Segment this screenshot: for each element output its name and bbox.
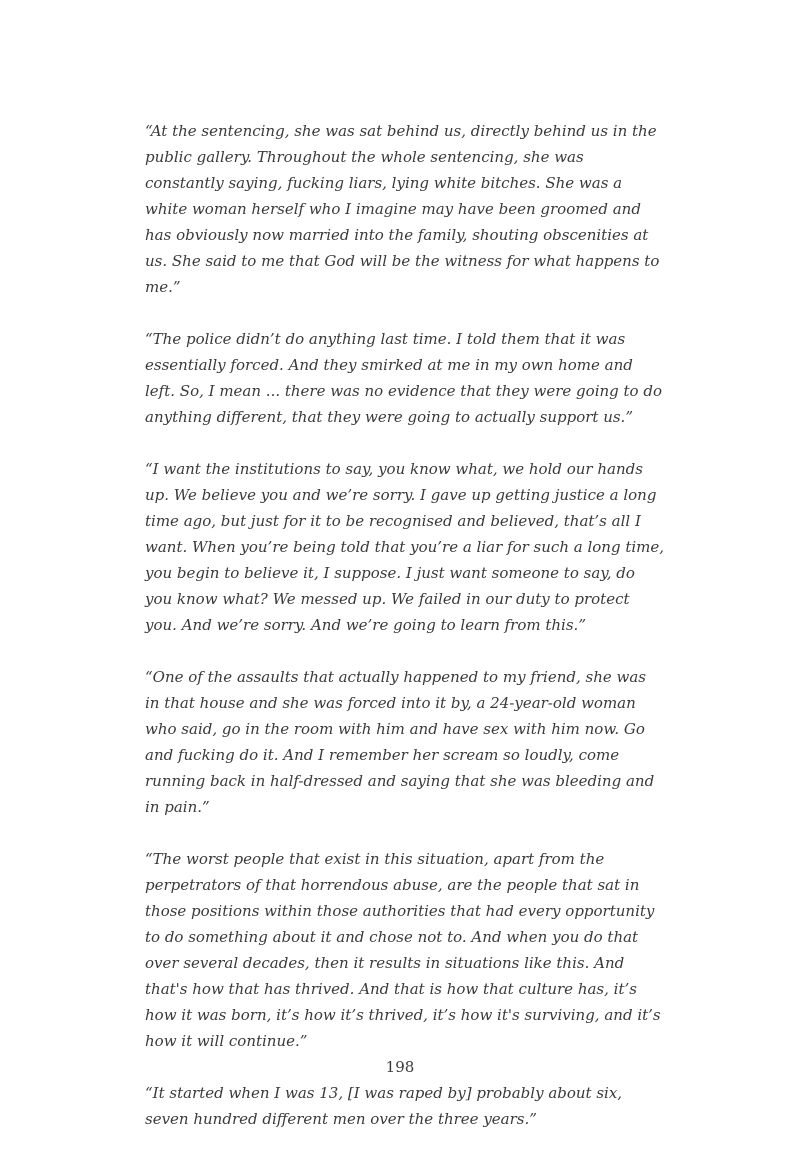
quote-paragraph-5: “The worst people that exist in this situation, apart from the perpetrators of that horrendous abuse, are the people that sat in those positions within those authorities that had every opportunity to do something about it and chose not to. And when you do that over several decades, then it results in situations like this. And that's how that has thrived. And that is how that culture has, it’s how it was born, it’s how it’s thrived, it’s how it's surviving, and it’s how it will continue.” <box>145 850 661 1050</box>
quote-paragraph-4: “One of the assaults that actually happened to my friend, she was in that house and she was forced into it by, a 24-year-old woman who said, go in the room with him and have sex with him now. Go and fucking do it. And I remember her scream so loudly, come running back in half-dressed and saying that she was bleeding and in pain.” <box>145 668 655 816</box>
quote-paragraph-1: “At the sentencing, she was sat behind us, directly behind us in the public gallery. Throughout the whole sentencing, she was constantly saying, fucking liars, lying white bitches. She was a white woman herself who I imagine may have been groomed and has obviously now married into the family, shouting obscenities at us. She said to me that God will be the witness for what happens to me.” <box>145 122 660 296</box>
quote-paragraph-6: “It started when I was 13, [I was raped by] probably about six, seven hundred different men over the three years.” <box>145 1084 623 1128</box>
quote-paragraph-3: “I want the institutions to say, you know what, we hold our hands up. We believe you and we’re sorry. I gave up getting justice a long time ago, but just for it to be recognised and believed, that’s all I want. When you’re being told that you’re a liar for such a long time, you begin to believe it, I suppose. I just want someone to say, do you know what? We messed up. We failed in our duty to protect you. And we’re sorry. And we’re going to learn from this.” <box>145 460 665 634</box>
quotes-section <box>145 118 665 1158</box>
quote-paragraph-2: “The police didn’t do anything last time. I told them that it was essentially forced. And they smirked at me in my own home and left. So, I mean ... there was no evidence that they were going to do anything different, that they were going to actually support us.” <box>145 330 662 426</box>
page-number: 198 <box>385 1058 415 1076</box>
